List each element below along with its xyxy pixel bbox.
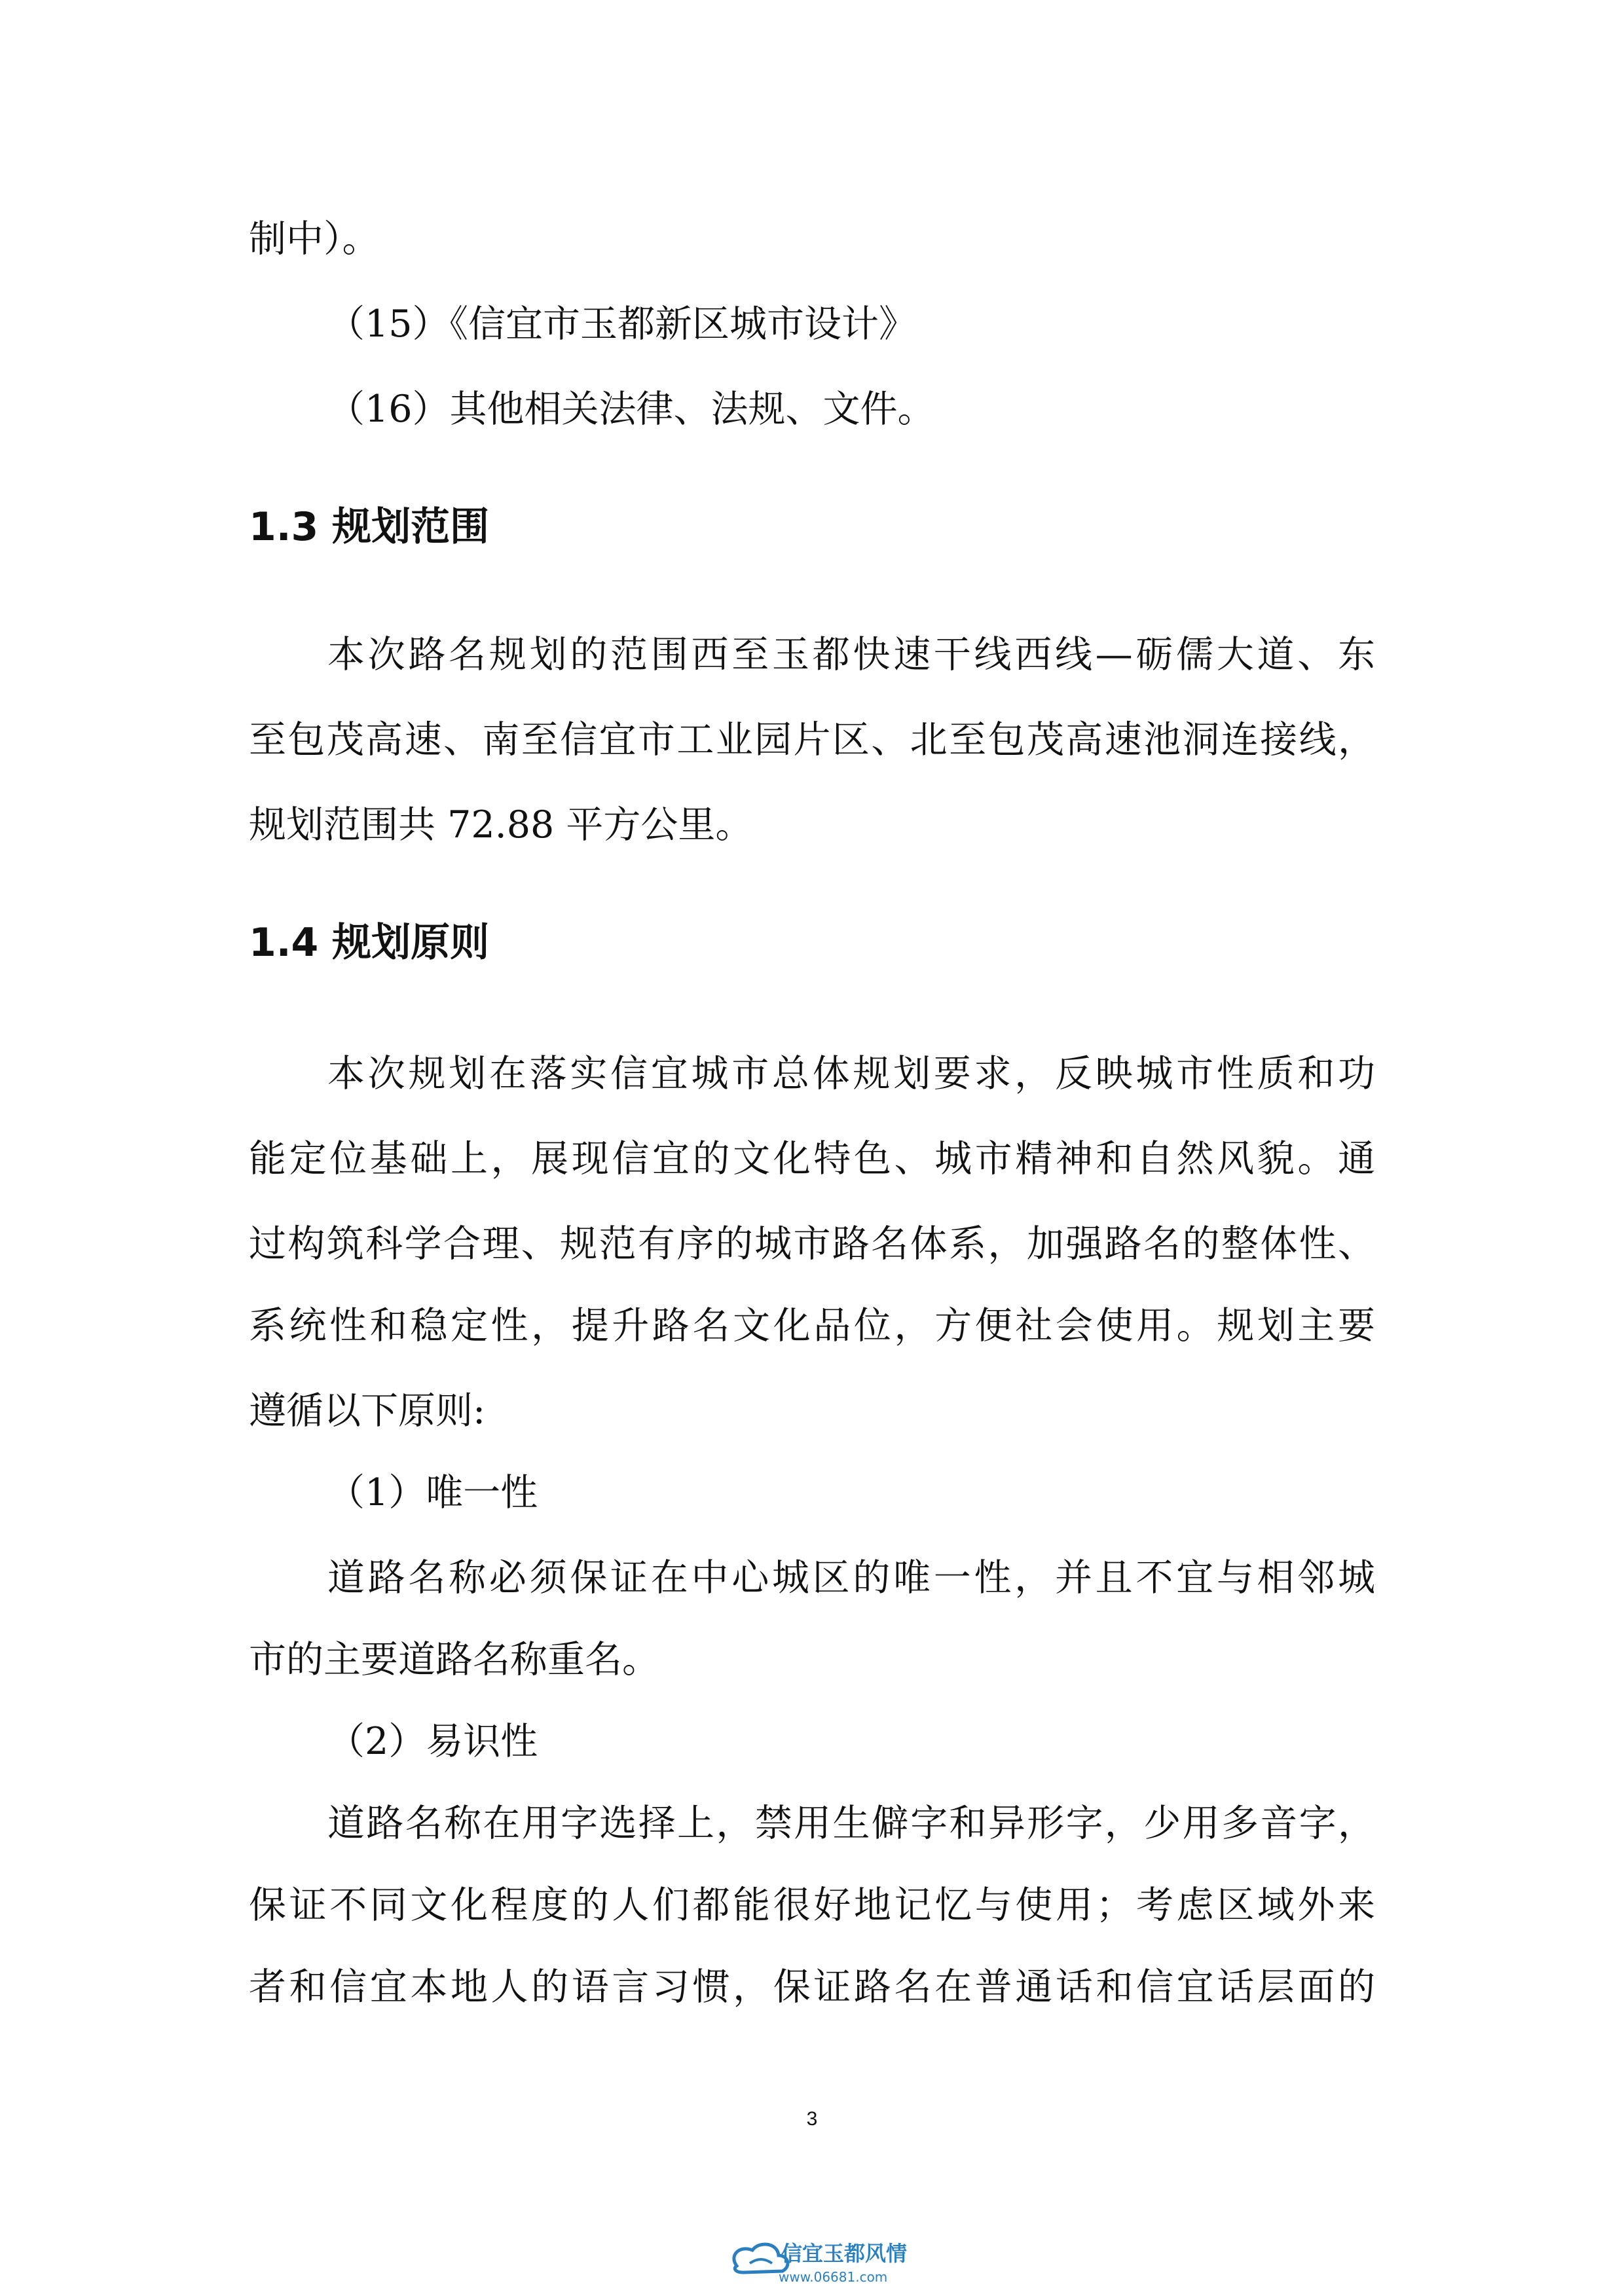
paragraph-line: 能定位基础上，展现信宜的文化特色、城市精神和自然风貌。通 [249, 1137, 1375, 1180]
paragraph-line: 道路名称在用字选择上，禁用生僻字和异形字，少用多音字， [327, 1802, 1375, 1845]
paragraph-line: 市的主要道路名称重名。 [249, 1638, 659, 1681]
paragraph-line: 道路名称必须保证在中心城区的唯一性，并且不宜与相邻城 [327, 1556, 1375, 1599]
paragraph-line: 保证不同文化程度的人们都能很好地记忆与使用；考虑区域外来 [249, 1884, 1375, 1927]
section-heading-1-4: 1.4 规划原则 [249, 920, 490, 966]
paragraph-line: 规划范围共 72.88 平方公里。 [249, 803, 753, 847]
paragraph-line: 本次路名规划的范围西至玉都快速干线西线—砺儒大道、东 [327, 633, 1375, 676]
principle-title-uniqueness: （1）唯一性 [327, 1471, 538, 1514]
watermark-logo [724, 2236, 920, 2288]
section-heading-1-3: 1.3 规划范围 [249, 504, 490, 550]
paragraph-line: 者和信宜本地人的语言习惯，保证路名在普通话和信宜话层面的 [249, 1965, 1375, 2009]
paragraph-line: 过构筑科学合理、规范有序的城市路名体系，加强路名的整体性、 [249, 1222, 1375, 1266]
page-number: 3 [806, 2108, 818, 2130]
paragraph-line: 至包茂高速、南至信宜市工业园片区、北至包茂高速池洞连接线， [249, 718, 1375, 761]
paragraph-line: 本次规划在落实信宜城市总体规划要求，反映城市性质和功 [327, 1052, 1375, 1095]
paragraph-line: 系统性和稳定性，提升路名文化品位，方便社会使用。规划主要 [249, 1304, 1375, 1347]
principle-title-recognizability: （2）易识性 [327, 1720, 538, 1763]
text-line: 制中）。 [249, 217, 380, 261]
reference-item-15: （15）《信宜市玉都新区城市设计》 [327, 302, 917, 346]
watermark-url: www.06681.com [779, 2269, 888, 2285]
reference-item-16: （16）其他相关法律、法规、文件。 [327, 388, 935, 431]
watermark-title: 信宜玉都风情 [781, 2241, 908, 2266]
paragraph-line: 遵循以下原则: [249, 1389, 486, 1432]
